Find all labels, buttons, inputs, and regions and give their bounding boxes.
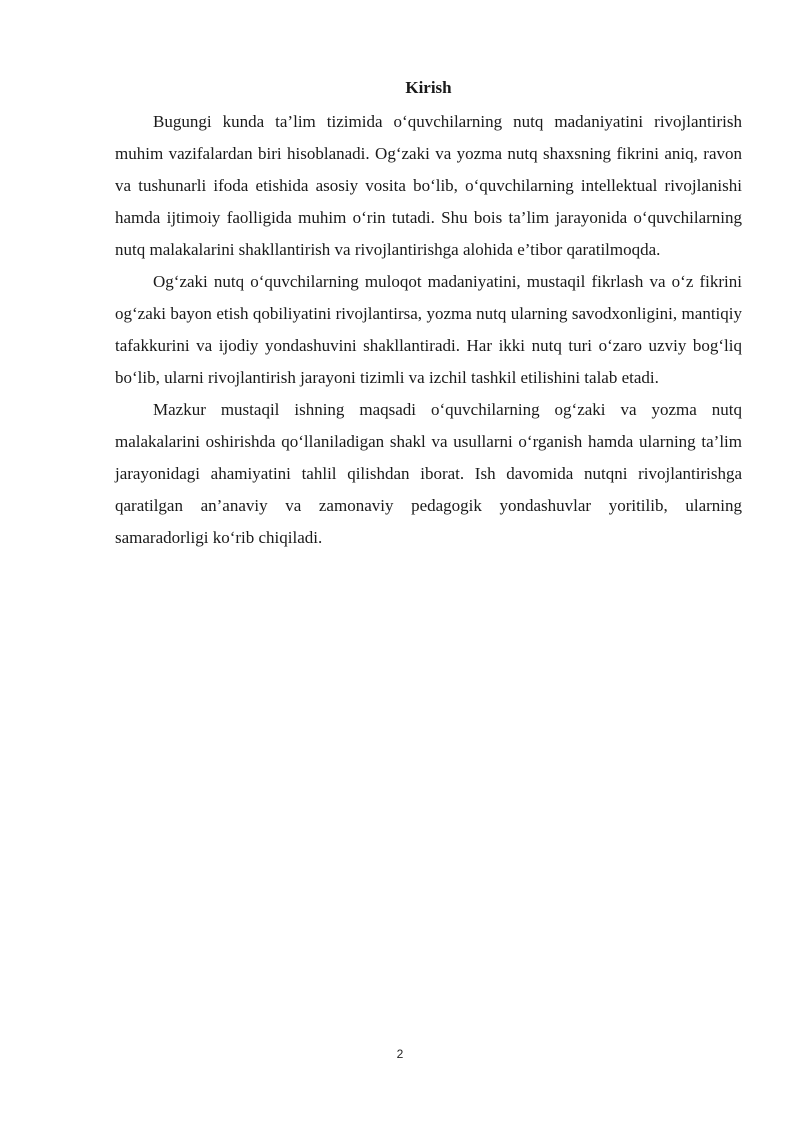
paragraph-3: Mazkur mustaqil ishning maqsadi o‘quvchilarning og‘zaki va yozma nutq malakalarini oshirishda qo‘llaniladigan shakl va usullarni o‘rganish hamda ularning ta’lim jarayonidagi ahamiyatini tahlil qilishdan iborat. Ish davomida nutqni rivojlantirishga qaratilgan an’anaviy va zamonaviy pedagogik yondashuvlar yoritilib, ularning samaradorligi ko‘rib chiqiladi.: [115, 400, 742, 547]
section-heading: Kirish: [405, 78, 452, 97]
page-content: [115, 76, 742, 554]
paragraph-2: Og‘zaki nutq o‘quvchilarning muloqot madaniyatini, mustaqil fikrlash va o‘z fikrini og‘zaki bayon etish qobiliyatini rivojlantirsa, yozma nutq ularning savodxonligini, mantiqiy tafakkurini va ijodiy yondashuvini shakllantiradi. Har ikki nutq turi o‘zaro uzviy bog‘liq bo‘lib, ularni rivojlantirish jarayoni tizimli va izchil tashkil etilishini talab etadi.: [115, 272, 742, 387]
page-number: 2: [396, 1047, 404, 1061]
paragraph-1: Bugungi kunda ta’lim tizimida o‘quvchilarning nutq madaniyatini rivojlantirish muhim vazifalardan biri hisoblanadi. Og‘zaki va yozma nutq shaxsning fikrini aniq, ravon va tushunarli ifoda etishida asosiy vosita bo‘lib, o‘quvchilarning intellektual rivojlanishi hamda ijtimoiy faolligida muhim o‘rin tutadi. Shu bois ta’lim jarayonida o‘quvchilarning nutq malakalarini shakllantirish va rivojlantirishga alohida e’tibor qaratilmoqda.: [115, 112, 742, 259]
